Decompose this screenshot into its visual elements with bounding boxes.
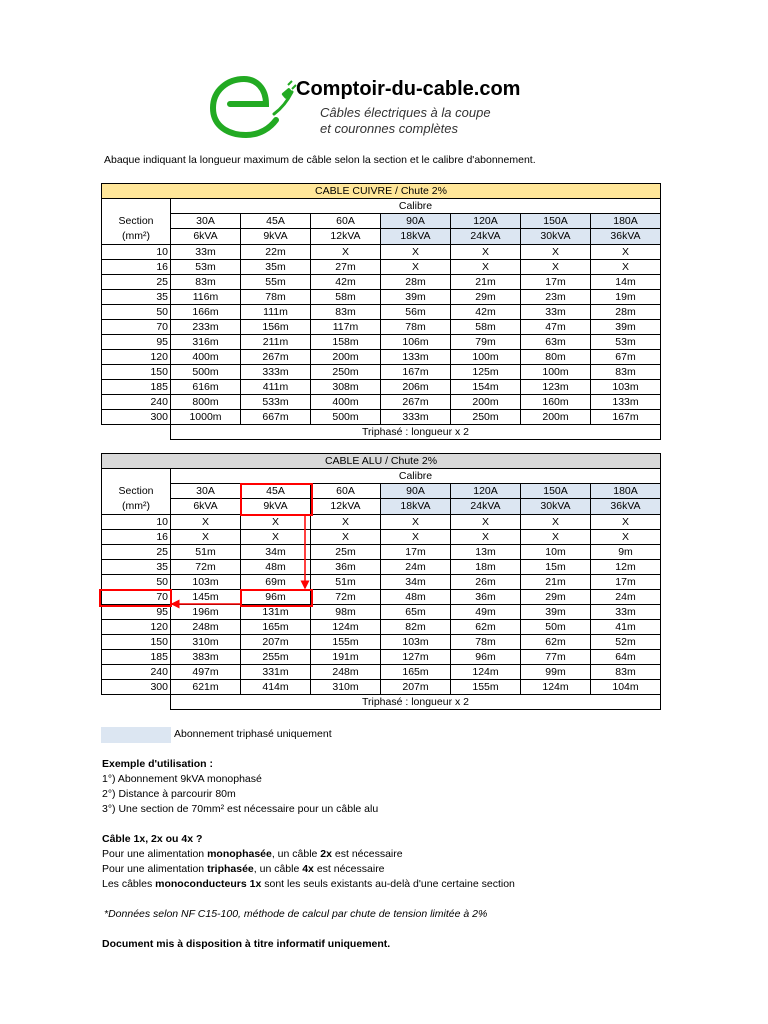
section-label: Section bbox=[118, 484, 154, 497]
length-cell: 42m bbox=[451, 304, 521, 319]
amp-header: 90A bbox=[381, 214, 451, 229]
kva-header: 30kVA bbox=[521, 499, 591, 514]
notes bbox=[102, 757, 515, 952]
length-cell: 49m bbox=[451, 604, 521, 619]
length-cell: 77m bbox=[521, 649, 591, 664]
length-cell: 207m bbox=[381, 679, 451, 694]
length-cell: 333m bbox=[241, 364, 311, 379]
triphase-legend-swatch bbox=[101, 727, 171, 743]
disclaimer: Document mis à disposition à titre informatif uniquement. bbox=[102, 938, 391, 950]
kva-header: 6kVA bbox=[171, 499, 241, 514]
length-cell: 1000m bbox=[171, 409, 241, 424]
length-cell: 28m bbox=[381, 274, 451, 289]
length-cell: 58m bbox=[311, 289, 381, 304]
length-cell: 18m bbox=[451, 559, 521, 574]
length-cell: X bbox=[311, 244, 381, 259]
amp-header: 90A bbox=[381, 484, 451, 499]
length-cell: 383m bbox=[171, 649, 241, 664]
length-cell: 62m bbox=[521, 634, 591, 649]
length-cell: 133m bbox=[381, 349, 451, 364]
kva-header: 18kVA bbox=[381, 499, 451, 514]
length-cell: 206m bbox=[381, 379, 451, 394]
table-row bbox=[102, 349, 661, 364]
table-row bbox=[102, 394, 661, 409]
section-cell: 25 bbox=[102, 544, 171, 559]
length-cell: 62m bbox=[451, 619, 521, 634]
length-cell: X bbox=[381, 529, 451, 544]
amp-header: 150A bbox=[521, 484, 591, 499]
length-cell: 156m bbox=[241, 319, 311, 334]
length-cell: 52m bbox=[591, 634, 661, 649]
length-cell: 103m bbox=[591, 379, 661, 394]
length-cell: 78m bbox=[381, 319, 451, 334]
table-row bbox=[102, 364, 661, 379]
length-cell: X bbox=[591, 514, 661, 529]
length-cell: 96m bbox=[241, 589, 311, 604]
brand-name: Comptoir-du-cable.com bbox=[296, 78, 521, 100]
length-cell: 100m bbox=[451, 349, 521, 364]
amp-header: 180A bbox=[591, 214, 661, 229]
length-cell: 67m bbox=[591, 349, 661, 364]
length-cell: 248m bbox=[171, 619, 241, 634]
length-cell: X bbox=[591, 529, 661, 544]
table-footer: Triphasé : longueur x 2 bbox=[171, 424, 661, 439]
section-cell: 50 bbox=[102, 304, 171, 319]
length-cell: 414m bbox=[241, 679, 311, 694]
length-cell: 98m bbox=[311, 604, 381, 619]
length-cell: 200m bbox=[311, 349, 381, 364]
length-cell: 133m bbox=[591, 394, 661, 409]
amp-header: 60A bbox=[311, 214, 381, 229]
amp-header: 120A bbox=[451, 484, 521, 499]
length-cell: 29m bbox=[451, 289, 521, 304]
length-cell: X bbox=[591, 259, 661, 274]
length-cell: 127m bbox=[381, 649, 451, 664]
length-cell: 211m bbox=[241, 334, 311, 349]
length-cell: 106m bbox=[381, 334, 451, 349]
table-row bbox=[102, 574, 661, 589]
length-cell: X bbox=[451, 514, 521, 529]
kva-header: 18kVA bbox=[381, 229, 451, 244]
table-row bbox=[102, 379, 661, 394]
table-row bbox=[102, 679, 661, 694]
length-cell: 42m bbox=[311, 274, 381, 289]
section-unit: (mm²) bbox=[122, 499, 150, 512]
length-cell: 47m bbox=[521, 319, 591, 334]
length-cell: 207m bbox=[241, 634, 311, 649]
cable-types-line: Les câbles monoconducteurs 1x sont les seuls existants au-delà d'une certaine section bbox=[102, 878, 515, 890]
length-cell: 800m bbox=[171, 394, 241, 409]
length-cell: X bbox=[591, 244, 661, 259]
length-cell: 56m bbox=[381, 304, 451, 319]
table-alu bbox=[101, 453, 661, 710]
length-cell: 36m bbox=[451, 589, 521, 604]
length-cell: X bbox=[171, 514, 241, 529]
section-cell: 35 bbox=[102, 289, 171, 304]
length-cell: 667m bbox=[241, 409, 311, 424]
table-row bbox=[102, 259, 661, 274]
length-cell: X bbox=[381, 244, 451, 259]
length-cell: 58m bbox=[451, 319, 521, 334]
length-cell: 78m bbox=[241, 289, 311, 304]
kva-header: 12kVA bbox=[311, 499, 381, 514]
length-cell: 39m bbox=[591, 319, 661, 334]
length-cell: 310m bbox=[171, 634, 241, 649]
length-cell: 82m bbox=[381, 619, 451, 634]
table-row bbox=[102, 334, 661, 349]
table-row bbox=[102, 544, 661, 559]
length-cell: 248m bbox=[311, 664, 381, 679]
table-row bbox=[102, 244, 661, 259]
table-row bbox=[102, 529, 661, 544]
kva-header: 12kVA bbox=[311, 229, 381, 244]
section-cell: 185 bbox=[102, 649, 171, 664]
table-row bbox=[102, 664, 661, 679]
length-cell: 267m bbox=[241, 349, 311, 364]
cable-types-title: Câble 1x, 2x ou 4x ? bbox=[102, 833, 203, 845]
length-cell: 53m bbox=[591, 334, 661, 349]
table-row bbox=[102, 409, 661, 424]
example-step: 3°) Une section de 70mm² est nécessaire pour un câble alu bbox=[102, 803, 379, 815]
section-cell: 300 bbox=[102, 409, 171, 424]
length-cell: 104m bbox=[591, 679, 661, 694]
length-cell: 64m bbox=[591, 649, 661, 664]
length-cell: 83m bbox=[311, 304, 381, 319]
plug-e-logo-icon bbox=[208, 70, 298, 140]
length-cell: X bbox=[381, 259, 451, 274]
example-step: 1°) Abonnement 9kVA monophasé bbox=[102, 773, 262, 785]
length-cell: 154m bbox=[451, 379, 521, 394]
tagline-line-2: et couronnes complètes bbox=[320, 121, 459, 136]
length-cell: 331m bbox=[241, 664, 311, 679]
length-cell: 79m bbox=[451, 334, 521, 349]
length-cell: 41m bbox=[591, 619, 661, 634]
length-cell: 103m bbox=[381, 634, 451, 649]
section-cell: 240 bbox=[102, 664, 171, 679]
length-cell: 111m bbox=[241, 304, 311, 319]
length-cell: 33m bbox=[521, 304, 591, 319]
length-cell: 9m bbox=[591, 544, 661, 559]
amp-header: 60A bbox=[311, 484, 381, 499]
length-cell: 21m bbox=[521, 574, 591, 589]
table-row bbox=[102, 619, 661, 634]
length-cell: 34m bbox=[241, 544, 311, 559]
length-cell: 400m bbox=[171, 349, 241, 364]
length-cell: 21m bbox=[451, 274, 521, 289]
length-cell: 255m bbox=[241, 649, 311, 664]
length-cell: X bbox=[451, 529, 521, 544]
length-cell: 80m bbox=[521, 349, 591, 364]
length-cell: X bbox=[241, 514, 311, 529]
section-cell: 10 bbox=[102, 514, 171, 529]
length-cell: 48m bbox=[381, 589, 451, 604]
kva-header: 30kVA bbox=[521, 229, 591, 244]
section-unit: (mm²) bbox=[122, 229, 150, 242]
section-cell: 10 bbox=[102, 244, 171, 259]
section-cell: 16 bbox=[102, 529, 171, 544]
kva-header: 6kVA bbox=[171, 229, 241, 244]
table-title: CABLE ALU / Chute 2% bbox=[102, 454, 661, 469]
length-cell: X bbox=[311, 514, 381, 529]
length-cell: 23m bbox=[521, 289, 591, 304]
tagline-line-1: Câbles électriques à la coupe bbox=[320, 105, 491, 120]
table-row bbox=[102, 274, 661, 289]
length-cell: 83m bbox=[591, 664, 661, 679]
length-cell: 26m bbox=[451, 574, 521, 589]
length-cell: X bbox=[521, 244, 591, 259]
length-cell: 50m bbox=[521, 619, 591, 634]
length-cell: 316m bbox=[171, 334, 241, 349]
length-cell: 267m bbox=[381, 394, 451, 409]
length-cell: 191m bbox=[311, 649, 381, 664]
length-cell: 500m bbox=[171, 364, 241, 379]
length-cell: X bbox=[171, 529, 241, 544]
cable-types-line: Pour une alimentation monophasée, un câble 2x est nécessaire bbox=[102, 848, 403, 860]
length-cell: 35m bbox=[241, 259, 311, 274]
length-cell: 117m bbox=[311, 319, 381, 334]
length-cell: 250m bbox=[451, 409, 521, 424]
length-cell: 497m bbox=[171, 664, 241, 679]
length-cell: 200m bbox=[451, 394, 521, 409]
section-cell: 300 bbox=[102, 679, 171, 694]
length-cell: X bbox=[311, 529, 381, 544]
section-cell: 120 bbox=[102, 349, 171, 364]
length-cell: 78m bbox=[451, 634, 521, 649]
length-cell: 53m bbox=[171, 259, 241, 274]
length-cell: 116m bbox=[171, 289, 241, 304]
length-cell: 39m bbox=[521, 604, 591, 619]
length-cell: 34m bbox=[381, 574, 451, 589]
length-cell: 131m bbox=[241, 604, 311, 619]
length-cell: 63m bbox=[521, 334, 591, 349]
table-title: CABLE CUIVRE / Chute 2% bbox=[102, 184, 661, 199]
length-cell: 13m bbox=[451, 544, 521, 559]
table-row bbox=[102, 649, 661, 664]
section-cell: 120 bbox=[102, 619, 171, 634]
length-cell: 124m bbox=[311, 619, 381, 634]
length-cell: 400m bbox=[311, 394, 381, 409]
table-row bbox=[102, 514, 661, 529]
table-row bbox=[102, 319, 661, 334]
length-cell: 333m bbox=[381, 409, 451, 424]
kva-header: 24kVA bbox=[451, 499, 521, 514]
length-cell: 155m bbox=[311, 634, 381, 649]
footnote: *Données selon NF C15-100, méthode de calcul par chute de tension limitée à 2% bbox=[104, 908, 488, 920]
section-cell: 95 bbox=[102, 334, 171, 349]
section-cell: 150 bbox=[102, 364, 171, 379]
length-cell: 123m bbox=[521, 379, 591, 394]
intro-text: Abaque indiquant la longueur maximum de câble selon la section et le calibre d'abonnement. bbox=[104, 154, 536, 166]
length-cell: 33m bbox=[591, 604, 661, 619]
table-cuivre bbox=[101, 183, 661, 440]
length-cell: 124m bbox=[521, 679, 591, 694]
length-cell: 310m bbox=[311, 679, 381, 694]
section-label: Section bbox=[118, 214, 154, 227]
length-cell: 39m bbox=[381, 289, 451, 304]
length-cell: 99m bbox=[521, 664, 591, 679]
section-cell: 50 bbox=[102, 574, 171, 589]
length-cell: 69m bbox=[241, 574, 311, 589]
length-cell: 83m bbox=[591, 364, 661, 379]
length-cell: 22m bbox=[241, 244, 311, 259]
length-cell: 19m bbox=[591, 289, 661, 304]
amp-header: 30A bbox=[171, 484, 241, 499]
length-cell: 233m bbox=[171, 319, 241, 334]
length-cell: X bbox=[521, 514, 591, 529]
amp-header: 120A bbox=[451, 214, 521, 229]
length-cell: 51m bbox=[311, 574, 381, 589]
table-row bbox=[102, 289, 661, 304]
section-cell: 16 bbox=[102, 259, 171, 274]
section-header bbox=[102, 214, 171, 245]
length-cell: 27m bbox=[311, 259, 381, 274]
example-step: 2°) Distance à parcourir 80m bbox=[102, 788, 236, 800]
length-cell: 14m bbox=[591, 274, 661, 289]
cable-types-line: Pour une alimentation triphasée, un câble 4x est nécessaire bbox=[102, 863, 385, 875]
kva-header: 36kVA bbox=[591, 499, 661, 514]
length-cell: 33m bbox=[171, 244, 241, 259]
length-cell: 15m bbox=[521, 559, 591, 574]
kva-header: 9kVA bbox=[241, 229, 311, 244]
section-cell: 70 bbox=[102, 589, 171, 604]
length-cell: 166m bbox=[171, 304, 241, 319]
section-cell: 95 bbox=[102, 604, 171, 619]
table-row bbox=[102, 634, 661, 649]
calibre-label: Calibre bbox=[171, 469, 661, 484]
length-cell: 100m bbox=[521, 364, 591, 379]
table-row bbox=[102, 589, 661, 604]
length-cell: 500m bbox=[311, 409, 381, 424]
length-cell: 17m bbox=[521, 274, 591, 289]
length-cell: X bbox=[521, 529, 591, 544]
length-cell: 17m bbox=[381, 544, 451, 559]
length-cell: 308m bbox=[311, 379, 381, 394]
section-cell: 150 bbox=[102, 634, 171, 649]
length-cell: 36m bbox=[311, 559, 381, 574]
length-cell: X bbox=[451, 244, 521, 259]
length-cell: 25m bbox=[311, 544, 381, 559]
length-cell: 196m bbox=[171, 604, 241, 619]
length-cell: 200m bbox=[521, 409, 591, 424]
length-cell: X bbox=[521, 259, 591, 274]
length-cell: 621m bbox=[171, 679, 241, 694]
length-cell: 165m bbox=[381, 664, 451, 679]
length-cell: 55m bbox=[241, 274, 311, 289]
length-cell: 124m bbox=[451, 664, 521, 679]
length-cell: 28m bbox=[591, 304, 661, 319]
length-cell: 167m bbox=[381, 364, 451, 379]
triphase-legend-text: Abonnement triphasé uniquement bbox=[174, 728, 332, 740]
amp-header: 150A bbox=[521, 214, 591, 229]
section-cell: 185 bbox=[102, 379, 171, 394]
length-cell: 48m bbox=[241, 559, 311, 574]
length-cell: 155m bbox=[451, 679, 521, 694]
section-header bbox=[102, 484, 171, 515]
kva-header: 9kVA bbox=[241, 499, 311, 514]
length-cell: 65m bbox=[381, 604, 451, 619]
length-cell: 10m bbox=[521, 544, 591, 559]
section-cell: 240 bbox=[102, 394, 171, 409]
table-row bbox=[102, 304, 661, 319]
length-cell: 29m bbox=[521, 589, 591, 604]
amp-header: 45A bbox=[241, 484, 311, 499]
logo bbox=[208, 70, 548, 140]
length-cell: 165m bbox=[241, 619, 311, 634]
length-cell: 158m bbox=[311, 334, 381, 349]
length-cell: X bbox=[241, 529, 311, 544]
length-cell: 72m bbox=[311, 589, 381, 604]
length-cell: 160m bbox=[521, 394, 591, 409]
table-row bbox=[102, 559, 661, 574]
length-cell: 51m bbox=[171, 544, 241, 559]
calibre-label: Calibre bbox=[171, 199, 661, 214]
kva-header: 24kVA bbox=[451, 229, 521, 244]
length-cell: 72m bbox=[171, 559, 241, 574]
length-cell: 17m bbox=[591, 574, 661, 589]
length-cell: 533m bbox=[241, 394, 311, 409]
example-title: Exemple d'utilisation : bbox=[102, 758, 214, 770]
amp-header: 45A bbox=[241, 214, 311, 229]
table-footer: Triphasé : longueur x 2 bbox=[171, 694, 661, 709]
length-cell: X bbox=[451, 259, 521, 274]
length-cell: 125m bbox=[451, 364, 521, 379]
amp-header: 30A bbox=[171, 214, 241, 229]
length-cell: 167m bbox=[591, 409, 661, 424]
length-cell: 12m bbox=[591, 559, 661, 574]
length-cell: 145m bbox=[171, 589, 241, 604]
length-cell: 616m bbox=[171, 379, 241, 394]
kva-header: 36kVA bbox=[591, 229, 661, 244]
length-cell: 24m bbox=[381, 559, 451, 574]
amp-header: 180A bbox=[591, 484, 661, 499]
section-cell: 35 bbox=[102, 559, 171, 574]
length-cell: X bbox=[381, 514, 451, 529]
length-cell: 103m bbox=[171, 574, 241, 589]
table-row bbox=[102, 604, 661, 619]
length-cell: 250m bbox=[311, 364, 381, 379]
length-cell: 96m bbox=[451, 649, 521, 664]
section-cell: 70 bbox=[102, 319, 171, 334]
section-cell: 25 bbox=[102, 274, 171, 289]
length-cell: 24m bbox=[591, 589, 661, 604]
length-cell: 411m bbox=[241, 379, 311, 394]
length-cell: 83m bbox=[171, 274, 241, 289]
